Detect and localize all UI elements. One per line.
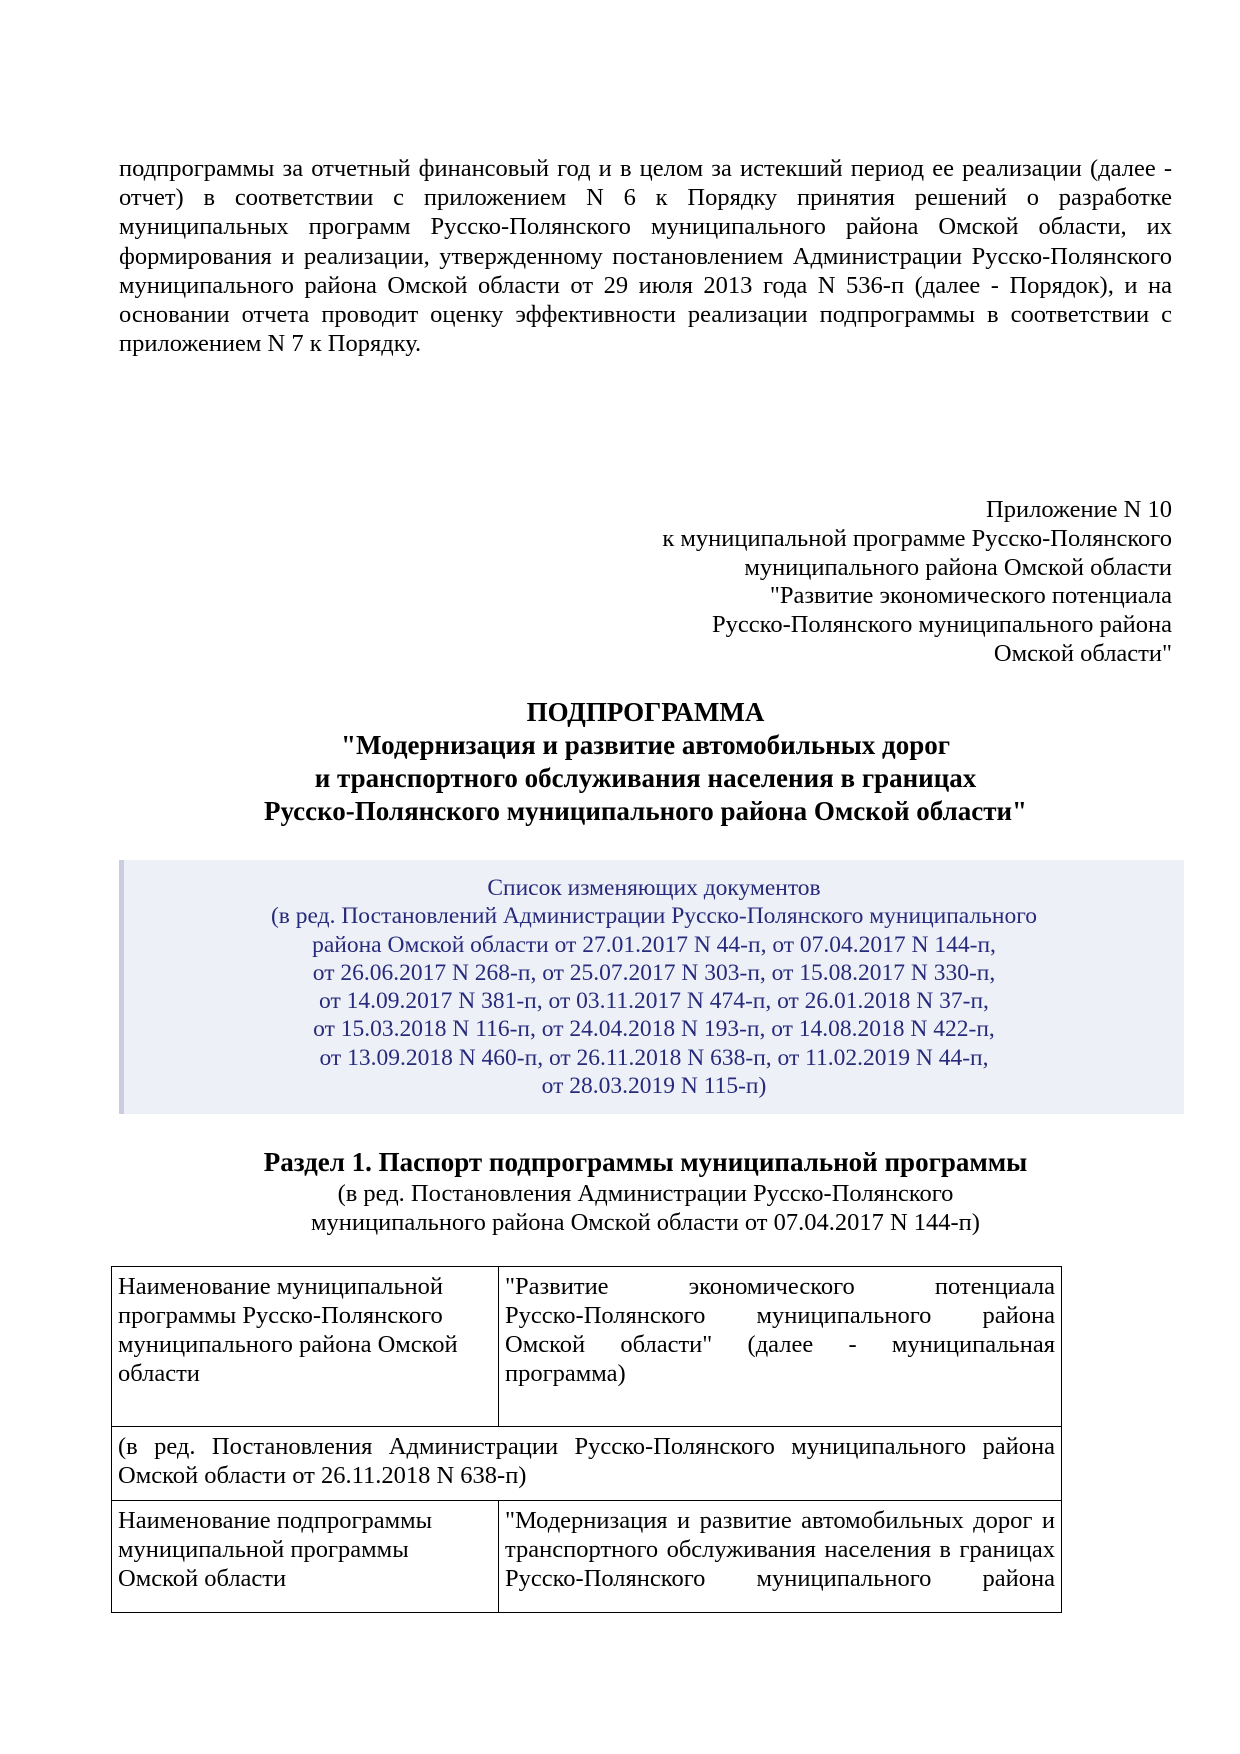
- cell-line: муниципального района Омской: [118, 1331, 458, 1358]
- cell-line: Омской области от 26.11.2018 N 638-п): [118, 1462, 527, 1489]
- cell-line: Наименование муниципальной: [118, 1273, 444, 1300]
- cell-line: Омской области: [118, 1565, 287, 1592]
- table-row: [112, 1267, 1062, 1427]
- text-line: формирования и реализации, утвержденному постановлением Администрации Русско-Полянского: [119, 242, 1172, 270]
- appendix-line: "Развитие экономического потенциала: [769, 582, 1172, 610]
- change-list-line: от 13.09.2018 N 460-п, от 26.11.2018 N 638-п, от 11.02.2019 N 44-п,: [319, 1044, 989, 1071]
- cell-line: Русско-Полянского муниципального района: [505, 1302, 1055, 1329]
- table-value-cell: [499, 1501, 1062, 1613]
- change-list-box: [119, 860, 1184, 1114]
- text-line: подпрограммы за отчетный финансовый год и в целом за истекший период ее реализации (далее -: [119, 155, 1172, 182]
- section-edit-note-line: (в ред. Постановления Администрации Русско-Полянского: [337, 1180, 954, 1207]
- cell-line: программы Русско-Полянского: [118, 1302, 443, 1329]
- change-list-line: от 28.03.2019 N 115-п): [541, 1073, 767, 1100]
- appendix-line: муниципального района Омской области: [744, 553, 1172, 581]
- cell-line: программа): [505, 1360, 626, 1387]
- appendix-line: к муниципальной программе Русско-Полянского: [662, 524, 1172, 552]
- table-note-cell: [112, 1427, 1062, 1501]
- cell-line: Омской области" (далее - муниципальная: [505, 1331, 1055, 1358]
- table-row: [112, 1427, 1062, 1501]
- appendix-line: Русско-Полянского муниципального района: [712, 611, 1172, 639]
- cell-line: области: [118, 1360, 200, 1387]
- section-edit-note-line: муниципального района Омской области от 07.04.2017 N 144-п): [311, 1209, 980, 1236]
- change-list-line: от 26.06.2017 N 268-п, от 25.07.2017 N 303-п, от 15.08.2017 N 330-п,: [312, 959, 996, 986]
- title-line: ПОДПРОГРАММА: [526, 697, 765, 727]
- table-label-cell: [112, 1501, 499, 1613]
- text-line: муниципальных программ Русско-Полянского муниципального района Омской области, их: [119, 213, 1172, 241]
- cell-line: Русско-Полянского муниципального района: [505, 1565, 1055, 1592]
- table-label-cell: [112, 1267, 499, 1427]
- text-line: приложением N 7 к Порядку.: [119, 330, 422, 358]
- title-line: Русско-Полянского муниципального района Омской области": [263, 796, 1028, 826]
- cell-line: транспортного обслуживания населения в границах: [505, 1536, 1055, 1563]
- section-heading: Раздел 1. Паспорт подпрограммы муниципальной программы: [263, 1147, 1028, 1177]
- subprogram-title: [119, 696, 1172, 828]
- cell-line: "Развитие экономического потенциала: [505, 1273, 1055, 1300]
- section-1-header: [119, 1146, 1172, 1237]
- appendix-line: Омской области": [993, 639, 1172, 667]
- appendix-header: [472, 496, 1172, 669]
- text-line: основании отчета проводит оценку эффективности реализации подпрограммы в соответствии с: [119, 301, 1172, 329]
- appendix-line: Приложение N 10: [986, 496, 1172, 523]
- text-line: муниципального района Омской области от 29 июля 2013 года N 536-п (далее - Порядок), и на: [119, 271, 1172, 299]
- title-line: "Модернизация и развитие автомобильных дорог: [341, 730, 950, 760]
- text-line: отчет) в соответствии с приложением N 6 к Порядку принятия решений о разработке: [119, 184, 1172, 212]
- title-line: и транспортного обслуживания населения в границах: [314, 763, 977, 793]
- change-list-line: от 15.03.2018 N 116-п, от 24.04.2018 N 193-п, от 14.08.2018 N 422-п,: [313, 1016, 995, 1043]
- cell-line: "Модернизация и развитие автомобильных дорог и: [505, 1507, 1055, 1534]
- passport-table: [111, 1266, 1062, 1613]
- change-list-line: Список изменяющих документов: [487, 875, 821, 901]
- table-row: [112, 1501, 1062, 1613]
- cell-line: (в ред. Постановления Администрации Русско-Полянского муниципального района: [118, 1433, 1055, 1460]
- change-list-line: от 14.09.2017 N 381-п, от 03.11.2017 N 474-п, от 26.01.2018 N 37-п,: [319, 988, 989, 1015]
- cell-line: муниципальной программы: [118, 1536, 409, 1563]
- change-list-line: (в ред. Постановлений Администрации Русско-Полянского муниципального: [270, 903, 1038, 930]
- intro-paragraph: [119, 154, 1172, 358]
- change-list-line: района Омской области от 27.01.2017 N 44-п, от 07.04.2017 N 144-п,: [312, 931, 996, 958]
- cell-line: Наименование подпрограммы: [118, 1507, 433, 1534]
- table-value-cell: [499, 1267, 1062, 1427]
